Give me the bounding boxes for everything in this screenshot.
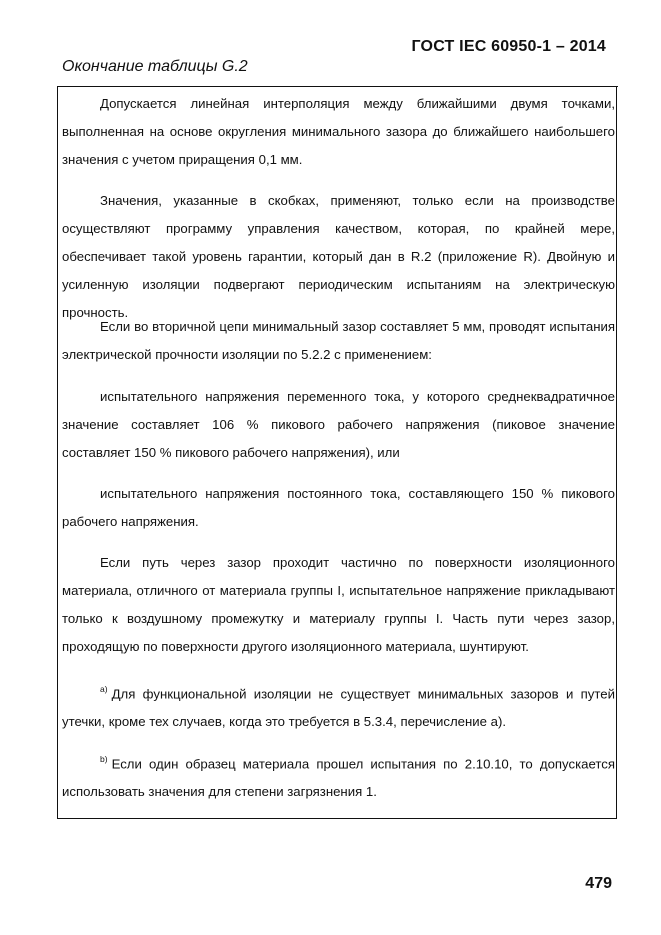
footnote-marker: а)	[100, 684, 108, 694]
footnote-b: $^{b)}$ Если один образец материала прошел испытания по 2.10.10, то допускается использовать значения для степени загрязнения 1.	[62, 754, 615, 800]
note-paragraph: Значения, указанные в скобках, применяют, только если на производстве осуществляют программу управления качеством, которая, по крайней мере, обеспечивает такой уровень гарантии, который дан в R.2 (приложение R). Двойную и усиленную изоляции подвергают периодическим испытаниям на электрическую прочность.	[62, 193, 615, 320]
note-paragraph: Допускается линейная интерполяция между ближайшими двумя точками, выполненная на основе округления минимального зазора до ближайшего наибольшего значения с учетом приращения 0,1 мм.	[62, 96, 615, 167]
note-paragraph: Если во вторичной цепи минимальный зазор составляет 5 мм, проводят испытания электрической прочности изоляции по 5.2.2 с применением:	[62, 319, 615, 362]
footnote-a: $^{а)}$ Для функциональной изоляции не существует минимальных зазоров и путей утечки, кроме тех случаев, когда это требуется в 5.3.4, перечисление а).	[62, 684, 615, 730]
note-paragraph: испытательного напряжения переменного тока, у которого среднеквадратичное значение составляет 106 % пикового рабочего напряжения (пиковое значение составляет 150 % пикового рабочего напряжения), или	[62, 389, 615, 460]
table-caption: Окончание таблицы G.2	[62, 58, 248, 75]
note-paragraph: испытательного напряжения постоянного тока, составляющего 150 % пикового рабочего напряжения.	[62, 486, 615, 529]
footnote-marker: b)	[100, 754, 108, 764]
page-number: 479	[585, 875, 612, 892]
standard-designation: ГОСТ IEC 60950-1 – 2014	[411, 38, 606, 55]
note-paragraph: Если путь через зазор проходит частично по поверхности изоляционного материала, отличного от материала группы I, испытательное напряжение прикладывают только к воздушному промежутку и материалу группы I. Часть пути через зазор, проходящую по поверхности другого изоляционного материала, шунтируют.	[62, 555, 615, 654]
